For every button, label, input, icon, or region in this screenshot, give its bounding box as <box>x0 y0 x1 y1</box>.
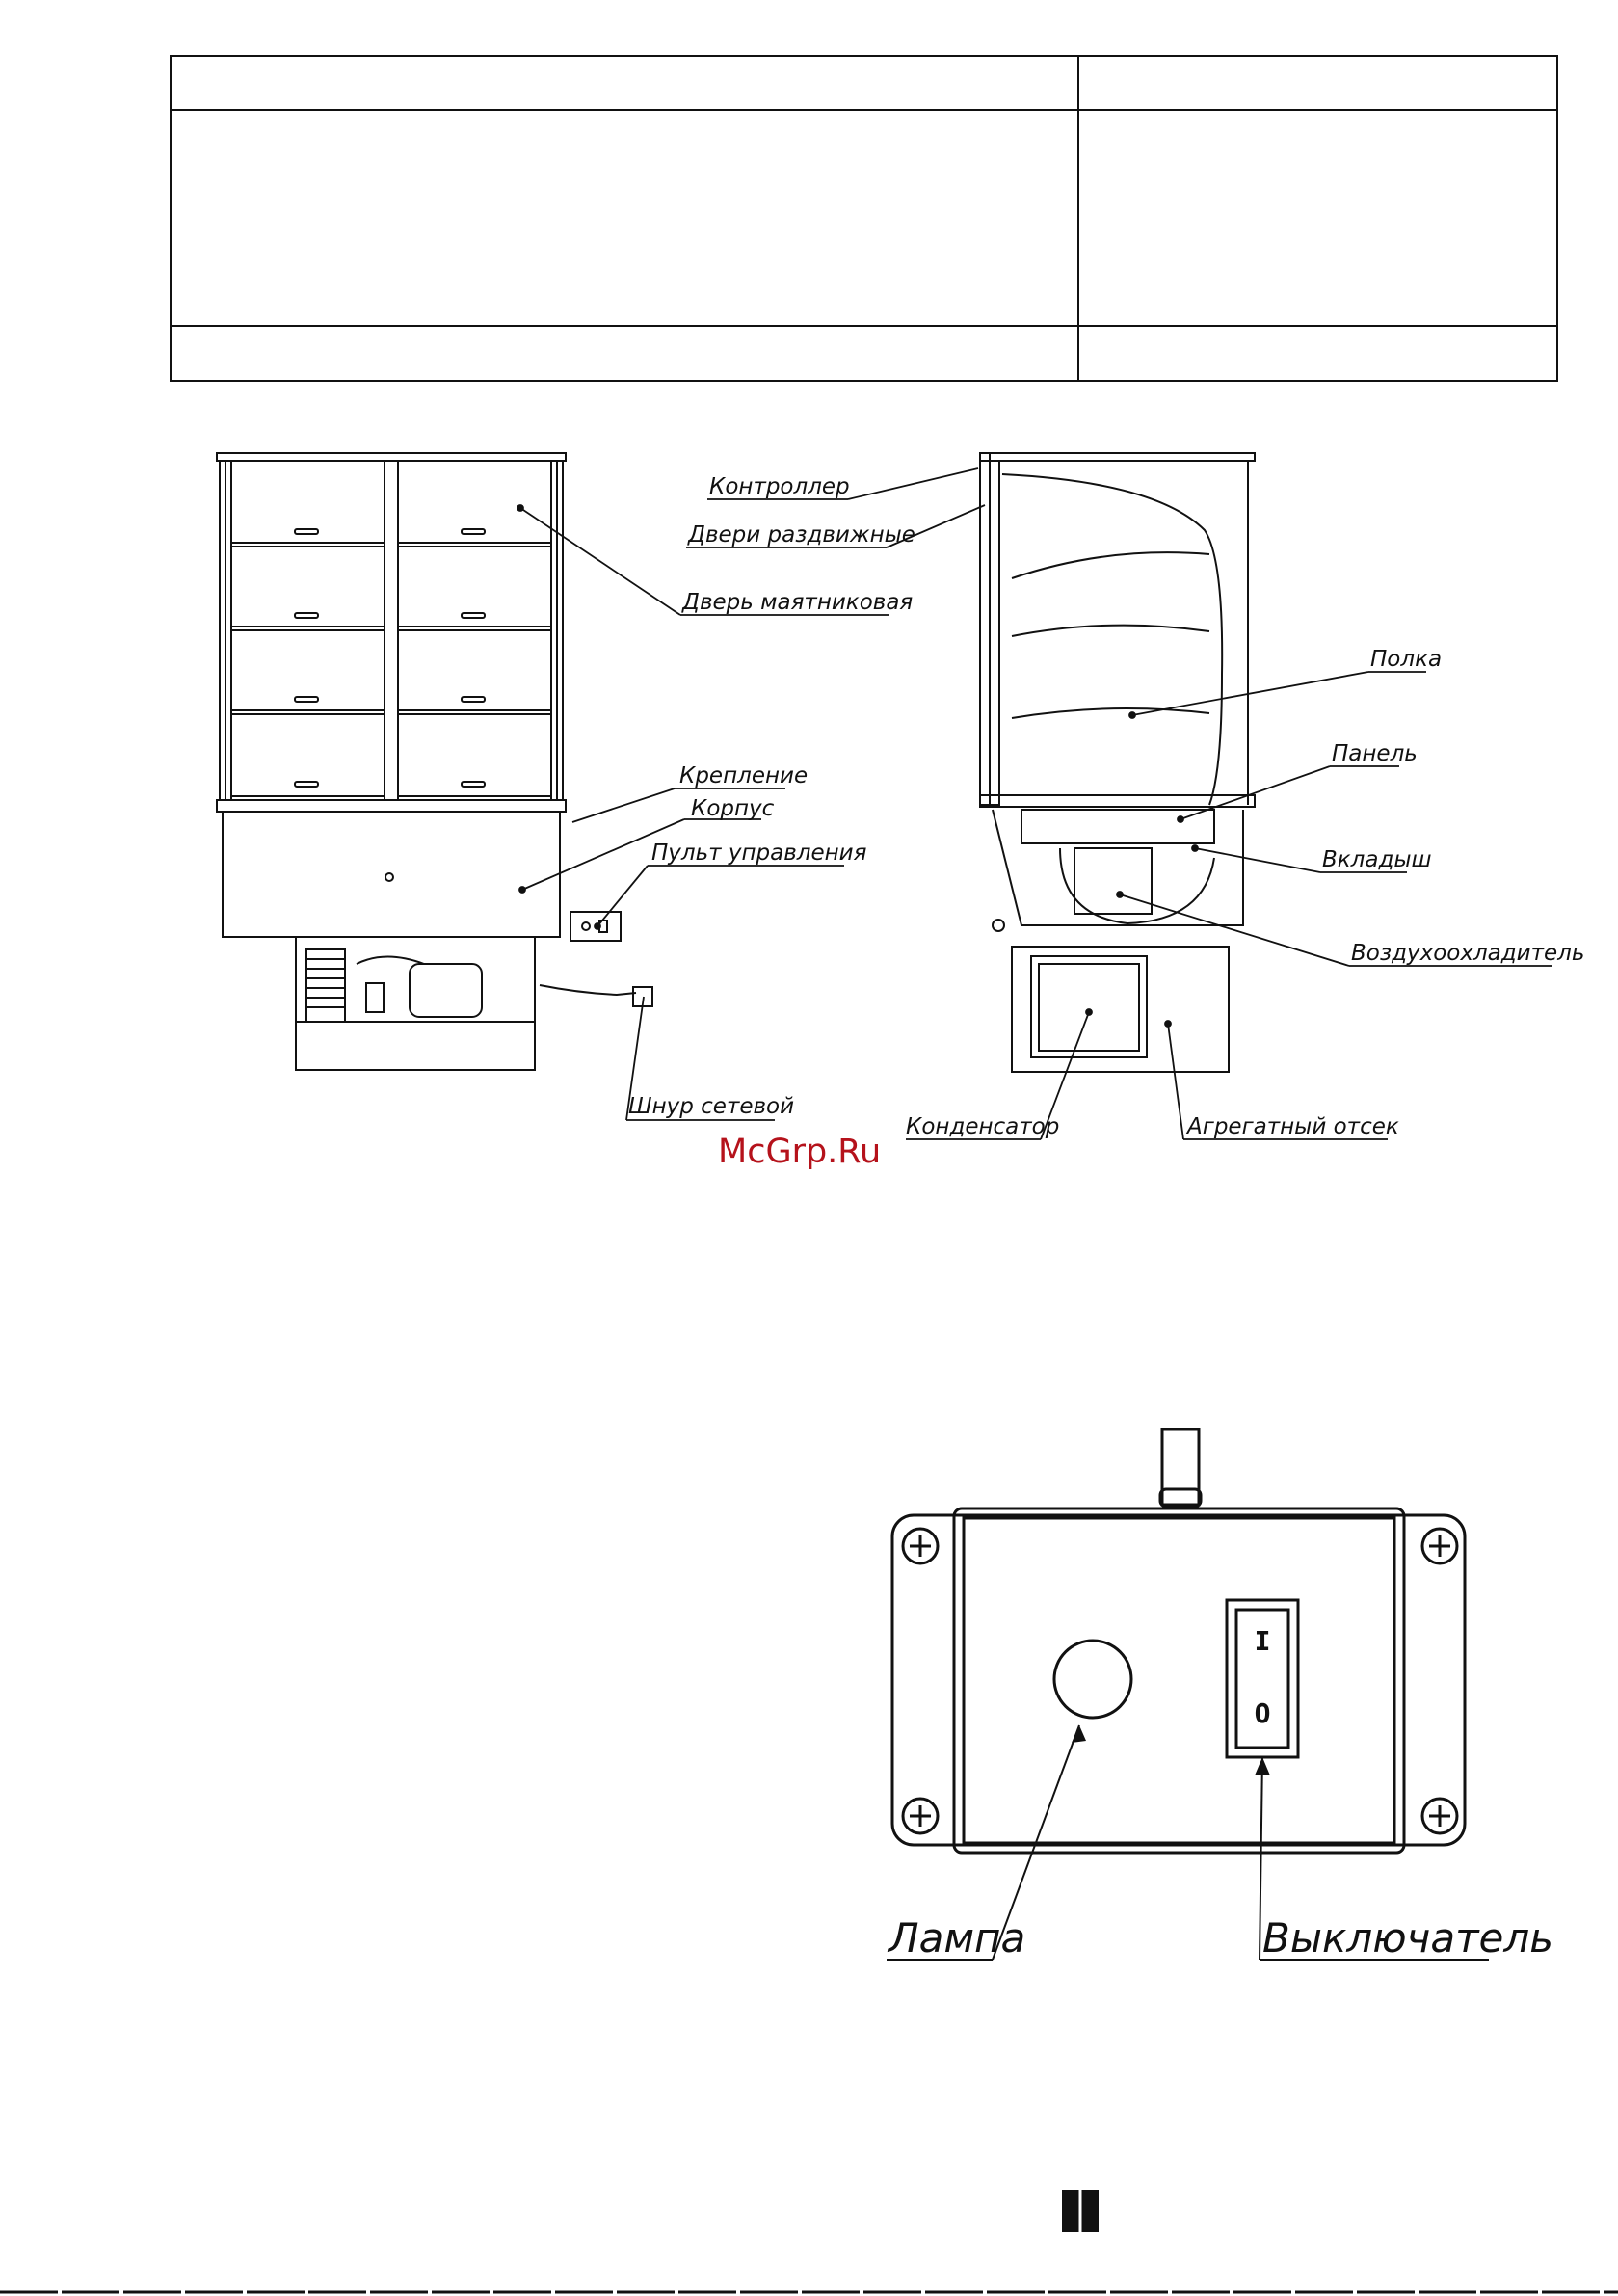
label-lamp: Лампа <box>889 1914 1026 1962</box>
control-box-drawing <box>892 1429 1465 1853</box>
switch-off-mark: O <box>1254 1697 1271 1729</box>
label-air-cooler: Воздухоохладитель <box>1351 941 1585 966</box>
label-panel: Панель <box>1332 741 1418 766</box>
label-sliding-doors: Двери раздвижные <box>688 522 915 547</box>
header-table <box>171 56 1557 381</box>
lamp-icon <box>1054 1641 1131 1718</box>
label-unit-compartment: Агрегатный отсек <box>1187 1114 1399 1139</box>
screw-top-left-icon <box>903 1529 938 1563</box>
label-mount: Крепление <box>679 763 809 788</box>
front-view-drawing <box>217 453 652 1070</box>
label-body: Корпус <box>691 796 775 821</box>
label-power-cord: Шнур сетевой <box>628 1094 795 1119</box>
label-controller: Контроллер <box>709 474 850 499</box>
side-view-leaders <box>686 468 1552 1139</box>
screw-top-right-icon <box>1422 1529 1457 1563</box>
label-shelf: Полка <box>1370 647 1443 672</box>
watermark: McGrp.Ru <box>718 1133 882 1171</box>
label-insert: Вкладыш <box>1322 847 1432 872</box>
label-door: Дверь маятниковая <box>682 590 914 615</box>
label-control-panel: Пульт управления <box>651 841 867 866</box>
screw-bottom-right-icon <box>1422 1799 1457 1833</box>
screw-bottom-left-icon <box>903 1799 938 1833</box>
label-condenser: Конденсатор <box>906 1114 1060 1139</box>
switch-on-mark: I <box>1254 1625 1271 1657</box>
label-switch: Выключатель <box>1262 1914 1553 1962</box>
side-view-drawing <box>980 453 1255 1072</box>
